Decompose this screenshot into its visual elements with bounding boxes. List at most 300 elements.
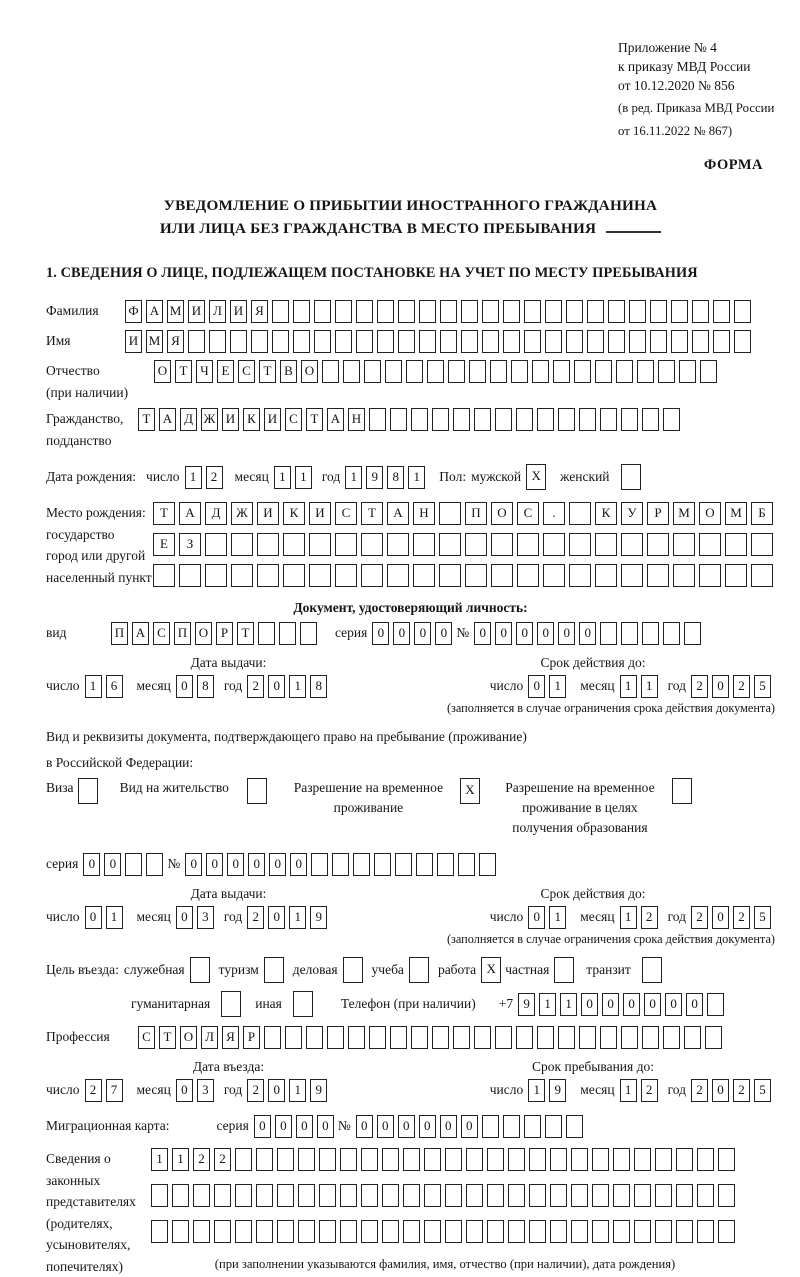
representatives-row2-cell-10[interactable] (340, 1184, 357, 1207)
surname-cell-12[interactable] (356, 300, 373, 323)
doc-type-cell-6[interactable]: Р (216, 622, 233, 645)
patronymic-cell-19[interactable] (532, 360, 549, 383)
representatives-row1-cell-10[interactable] (340, 1148, 357, 1171)
passport-valid-day-boxes[interactable] (528, 675, 570, 698)
migcard-series-cell-2[interactable]: 0 (275, 1115, 292, 1138)
sex-female-cell-1[interactable] (621, 464, 641, 490)
patronymic-cell-12[interactable] (385, 360, 402, 383)
profession-cell-16[interactable] (453, 1026, 470, 1049)
resdoc-number-cell-13[interactable] (437, 853, 454, 876)
purpose-private-cell-1[interactable] (554, 957, 574, 983)
birthplace-row1-cell-12[interactable] (439, 502, 461, 525)
entry-year-cell-1[interactable]: 2 (247, 1079, 264, 1102)
representatives-row2-cell-21[interactable] (571, 1184, 588, 1207)
birth-day-cell-2[interactable]: 2 (206, 466, 223, 489)
representatives-row2-cell-25[interactable] (655, 1184, 672, 1207)
stay-day-cell-1[interactable]: 1 (528, 1079, 545, 1102)
birth-day-boxes[interactable] (185, 466, 227, 489)
title-blank-line[interactable] (606, 231, 661, 233)
representatives-row3-cell-13[interactable] (403, 1220, 420, 1243)
representatives-row2-cell-28[interactable] (718, 1184, 735, 1207)
stay-month-cell-1[interactable]: 1 (620, 1079, 637, 1102)
birthplace-row2-cell-8[interactable] (335, 533, 357, 556)
surname-cell-7[interactable]: Я (251, 300, 268, 323)
surname-cell-29[interactable] (713, 300, 730, 323)
migcard-number-cell-2[interactable]: 0 (377, 1115, 394, 1138)
passport-valid-day-cell-1[interactable]: 0 (528, 675, 545, 698)
patronymic-cell-1[interactable]: О (154, 360, 171, 383)
birthplace-row3-cell-20[interactable] (647, 564, 669, 587)
name-cell-18[interactable] (482, 330, 499, 353)
passport-issue-year-cell-1[interactable]: 2 (247, 675, 264, 698)
patronymic-cell-9[interactable] (322, 360, 339, 383)
patronymic-cell-26[interactable] (679, 360, 696, 383)
name-cell-12[interactable] (356, 330, 373, 353)
migcard-number-cell-3[interactable]: 0 (398, 1115, 415, 1138)
profession-boxes[interactable] (138, 1026, 726, 1049)
resdoc-valid-year-cell-2[interactable]: 0 (712, 906, 729, 929)
representatives-row1-cell-4[interactable]: 2 (214, 1148, 231, 1171)
birthplace-row3-cell-1[interactable] (153, 564, 175, 587)
stay-year-cell-3[interactable]: 2 (733, 1079, 750, 1102)
doc-number-cell-4[interactable]: 0 (537, 622, 554, 645)
resdoc-number-cell-15[interactable] (479, 853, 496, 876)
representatives-row3-cell-1[interactable] (151, 1220, 168, 1243)
name-cell-11[interactable] (335, 330, 352, 353)
profession-cell-18[interactable] (495, 1026, 512, 1049)
profession-cell-25[interactable] (642, 1026, 659, 1049)
passport-valid-year-cell-3[interactable]: 2 (733, 675, 750, 698)
doc-number-cell-9[interactable] (642, 622, 659, 645)
birthplace-row2-cell-12[interactable] (439, 533, 461, 556)
birthplace-row3-cell-12[interactable] (439, 564, 461, 587)
entry-year-cell-3[interactable]: 1 (289, 1079, 306, 1102)
doc-number-boxes[interactable] (474, 622, 705, 645)
representatives-row3-cell-22[interactable] (592, 1220, 609, 1243)
representatives-row1-cell-19[interactable] (529, 1148, 546, 1171)
representatives-row2-cell-27[interactable] (697, 1184, 714, 1207)
birthplace-row1-cell-21[interactable]: М (673, 502, 695, 525)
birthplace-row1-cell-11[interactable]: Н (413, 502, 435, 525)
representatives-row3-cell-28[interactable] (718, 1220, 735, 1243)
representatives-row2-cell-17[interactable] (487, 1184, 504, 1207)
resdoc-number-cell-7[interactable] (311, 853, 328, 876)
profession-cell-15[interactable] (432, 1026, 449, 1049)
resdoc-number-cell-3[interactable]: 0 (227, 853, 244, 876)
citizenship-cell-12[interactable] (369, 408, 386, 431)
purpose-other-cell-1[interactable] (293, 991, 313, 1017)
passport-valid-month-boxes[interactable] (620, 675, 662, 698)
resdoc-series-cell-2[interactable]: 0 (104, 853, 121, 876)
doc-number-cell-1[interactable]: 0 (474, 622, 491, 645)
representatives-row1-cell-2[interactable]: 1 (172, 1148, 189, 1171)
representatives-row2-cell-7[interactable] (277, 1184, 294, 1207)
surname-boxes[interactable] (125, 300, 755, 323)
doc-series-cell-3[interactable]: 0 (414, 622, 431, 645)
purpose-business-cell-1[interactable] (343, 957, 363, 983)
birthplace-row1-cell-16[interactable]: . (543, 502, 565, 525)
profession-cell-21[interactable] (558, 1026, 575, 1049)
representatives-row3-cell-20[interactable] (550, 1220, 567, 1243)
representatives-row1-cell-20[interactable] (550, 1148, 567, 1171)
surname-cell-26[interactable] (650, 300, 667, 323)
purpose-work-cell-1[interactable]: X (481, 957, 501, 983)
profession-cell-2[interactable]: Т (159, 1026, 176, 1049)
representatives-row2-cell-20[interactable] (550, 1184, 567, 1207)
birthplace-row2-cell-14[interactable] (491, 533, 513, 556)
name-cell-27[interactable] (671, 330, 688, 353)
stay-year-cell-1[interactable]: 2 (691, 1079, 708, 1102)
profession-cell-27[interactable] (684, 1026, 701, 1049)
visa-cell-1[interactable] (78, 778, 98, 804)
name-cell-25[interactable] (629, 330, 646, 353)
birthplace-row1-cell-5[interactable]: И (257, 502, 279, 525)
citizenship-cell-26[interactable] (663, 408, 680, 431)
purpose-study-checkbox[interactable] (409, 957, 429, 983)
representatives-row3-cell-7[interactable] (277, 1220, 294, 1243)
birthplace-row1-cell-1[interactable]: Т (153, 502, 175, 525)
patronymic-cell-8[interactable]: О (301, 360, 318, 383)
name-cell-20[interactable] (524, 330, 541, 353)
representatives-row1-cell-12[interactable] (382, 1148, 399, 1171)
phone-cell-2[interactable]: 1 (539, 993, 556, 1016)
doc-type-cell-1[interactable]: П (111, 622, 128, 645)
birthplace-row3-cell-24[interactable] (751, 564, 773, 587)
migcard-number-cell-6[interactable]: 0 (461, 1115, 478, 1138)
resdoc-issue-year-cell-4[interactable]: 9 (310, 906, 327, 929)
resdoc-number-cell-11[interactable] (395, 853, 412, 876)
surname-cell-3[interactable]: М (167, 300, 184, 323)
birthplace-row1-cell-2[interactable]: А (179, 502, 201, 525)
purpose-humanitarian-checkbox[interactable] (221, 991, 241, 1017)
resdoc-number-cell-1[interactable]: 0 (185, 853, 202, 876)
phone-cell-6[interactable]: 0 (623, 993, 640, 1016)
birthplace-row1-cell-22[interactable]: О (699, 502, 721, 525)
resdoc-valid-day-cell-1[interactable]: 0 (528, 906, 545, 929)
purpose-official-checkbox[interactable] (190, 957, 210, 983)
birthplace-row1-cell-20[interactable]: Р (647, 502, 669, 525)
citizenship-cell-19[interactable] (516, 408, 533, 431)
surname-cell-4[interactable]: И (188, 300, 205, 323)
resdoc-issue-year-boxes[interactable] (247, 906, 331, 929)
citizenship-cell-25[interactable] (642, 408, 659, 431)
stay-day-boxes[interactable] (528, 1079, 570, 1102)
representatives-row3-cell-23[interactable] (613, 1220, 630, 1243)
birthplace-row1-cell-17[interactable] (569, 502, 591, 525)
profession-cell-24[interactable] (621, 1026, 638, 1049)
representatives-row1-cell-1[interactable]: 1 (151, 1148, 168, 1171)
birthplace-row1-cell-13[interactable]: П (465, 502, 487, 525)
surname-cell-21[interactable] (545, 300, 562, 323)
citizenship-cell-22[interactable] (579, 408, 596, 431)
resdoc-issue-month-cell-1[interactable]: 0 (176, 906, 193, 929)
doc-type-cell-9[interactable] (279, 622, 296, 645)
citizenship-cell-5[interactable]: И (222, 408, 239, 431)
birth-year-cell-2[interactable]: 9 (366, 466, 383, 489)
stay-year-cell-4[interactable]: 5 (754, 1079, 771, 1102)
doc-type-cell-5[interactable]: О (195, 622, 212, 645)
citizenship-cell-11[interactable]: Н (348, 408, 365, 431)
representatives-row1-cell-8[interactable] (298, 1148, 315, 1171)
passport-issue-year-cell-3[interactable]: 1 (289, 675, 306, 698)
profession-cell-14[interactable] (411, 1026, 428, 1049)
residence-permit-cell-1[interactable] (247, 778, 267, 804)
birthplace-row3-cell-6[interactable] (283, 564, 305, 587)
entry-month-cell-2[interactable]: 3 (197, 1079, 214, 1102)
birthplace-row3-cell-11[interactable] (413, 564, 435, 587)
representatives-row3-boxes[interactable] (151, 1220, 739, 1243)
resdoc-number-cell-14[interactable] (458, 853, 475, 876)
birthplace-row3-cell-2[interactable] (179, 564, 201, 587)
surname-cell-18[interactable] (482, 300, 499, 323)
resdoc-series-cell-4[interactable] (146, 853, 163, 876)
sex-male-checkbox[interactable] (526, 464, 546, 490)
representatives-row1-cell-23[interactable] (613, 1148, 630, 1171)
surname-cell-10[interactable] (314, 300, 331, 323)
name-cell-30[interactable] (734, 330, 751, 353)
doc-type-cell-10[interactable] (300, 622, 317, 645)
birthplace-row3-cell-16[interactable] (543, 564, 565, 587)
patronymic-cell-17[interactable] (490, 360, 507, 383)
citizenship-cell-1[interactable]: Т (138, 408, 155, 431)
passport-issue-year-cell-4[interactable]: 8 (310, 675, 327, 698)
resdoc-valid-month-cell-1[interactable]: 1 (620, 906, 637, 929)
representatives-row2-boxes[interactable] (151, 1184, 739, 1207)
name-cell-28[interactable] (692, 330, 709, 353)
sex-male-cell-1[interactable]: X (526, 464, 546, 490)
representatives-row2-cell-1[interactable] (151, 1184, 168, 1207)
representatives-row1-cell-16[interactable] (466, 1148, 483, 1171)
profession-cell-20[interactable] (537, 1026, 554, 1049)
profession-cell-26[interactable] (663, 1026, 680, 1049)
birthplace-row3-cell-15[interactable] (517, 564, 539, 587)
representatives-row1-cell-17[interactable] (487, 1148, 504, 1171)
citizenship-cell-23[interactable] (600, 408, 617, 431)
representatives-row1-cell-14[interactable] (424, 1148, 441, 1171)
birthplace-row2-cell-20[interactable] (647, 533, 669, 556)
migcard-series-boxes[interactable] (254, 1115, 338, 1138)
migcard-number-cell-10[interactable] (545, 1115, 562, 1138)
purpose-study-cell-1[interactable] (409, 957, 429, 983)
phone-cell-7[interactable]: 0 (644, 993, 661, 1016)
representatives-row2-cell-8[interactable] (298, 1184, 315, 1207)
resdoc-issue-year-cell-3[interactable]: 1 (289, 906, 306, 929)
representatives-row2-cell-5[interactable] (235, 1184, 252, 1207)
phone-boxes[interactable] (518, 993, 728, 1016)
resdoc-number-cell-2[interactable]: 0 (206, 853, 223, 876)
citizenship-cell-2[interactable]: А (159, 408, 176, 431)
patronymic-cell-6[interactable]: Т (259, 360, 276, 383)
resdoc-series-cell-1[interactable]: 0 (83, 853, 100, 876)
birthplace-row2-cell-6[interactable] (283, 533, 305, 556)
resdoc-valid-day-boxes[interactable] (528, 906, 570, 929)
representatives-row1-boxes[interactable] (151, 1148, 739, 1171)
resdoc-issue-year-cell-2[interactable]: 0 (268, 906, 285, 929)
passport-issue-day-cell-2[interactable]: 6 (106, 675, 123, 698)
surname-cell-22[interactable] (566, 300, 583, 323)
name-cell-16[interactable] (440, 330, 457, 353)
doc-type-cell-3[interactable]: С (153, 622, 170, 645)
migcard-number-cell-4[interactable]: 0 (419, 1115, 436, 1138)
representatives-row2-cell-23[interactable] (613, 1184, 630, 1207)
surname-cell-28[interactable] (692, 300, 709, 323)
representatives-row3-cell-17[interactable] (487, 1220, 504, 1243)
resdoc-number-cell-4[interactable]: 0 (248, 853, 265, 876)
patronymic-cell-13[interactable] (406, 360, 423, 383)
name-cell-2[interactable]: М (146, 330, 163, 353)
birthplace-row2-cell-24[interactable] (751, 533, 773, 556)
profession-cell-19[interactable] (516, 1026, 533, 1049)
phone-cell-4[interactable]: 0 (581, 993, 598, 1016)
birthplace-row3-cell-10[interactable] (387, 564, 409, 587)
migcard-series-cell-3[interactable]: 0 (296, 1115, 313, 1138)
entry-day-boxes[interactable] (85, 1079, 127, 1102)
resdoc-valid-month-boxes[interactable] (620, 906, 662, 929)
doc-type-cell-8[interactable] (258, 622, 275, 645)
passport-valid-day-cell-2[interactable]: 1 (549, 675, 566, 698)
patronymic-cell-24[interactable] (637, 360, 654, 383)
doc-series-cell-4[interactable]: 0 (435, 622, 452, 645)
representatives-row3-cell-2[interactable] (172, 1220, 189, 1243)
representatives-row2-cell-4[interactable] (214, 1184, 231, 1207)
citizenship-cell-4[interactable]: Ж (201, 408, 218, 431)
representatives-row2-cell-9[interactable] (319, 1184, 336, 1207)
purpose-tourism-checkbox[interactable] (264, 957, 284, 983)
resdoc-number-cell-8[interactable] (332, 853, 349, 876)
doc-number-cell-5[interactable]: 0 (558, 622, 575, 645)
birthplace-row3-cell-5[interactable] (257, 564, 279, 587)
representatives-row3-cell-25[interactable] (655, 1220, 672, 1243)
birthplace-row1-cell-9[interactable]: Т (361, 502, 383, 525)
representatives-row1-cell-7[interactable] (277, 1148, 294, 1171)
patronymic-cell-18[interactable] (511, 360, 528, 383)
purpose-private-checkbox[interactable] (554, 957, 574, 983)
surname-cell-19[interactable] (503, 300, 520, 323)
representatives-row3-cell-9[interactable] (319, 1220, 336, 1243)
resdoc-issue-month-cell-2[interactable]: 3 (197, 906, 214, 929)
representatives-row1-cell-27[interactable] (697, 1148, 714, 1171)
representatives-row2-cell-3[interactable] (193, 1184, 210, 1207)
profession-cell-28[interactable] (705, 1026, 722, 1049)
name-cell-13[interactable] (377, 330, 394, 353)
purpose-official-cell-1[interactable] (190, 957, 210, 983)
stay-day-cell-2[interactable]: 9 (549, 1079, 566, 1102)
name-cell-6[interactable] (230, 330, 247, 353)
birthplace-row2-cell-7[interactable] (309, 533, 331, 556)
representatives-row1-cell-15[interactable] (445, 1148, 462, 1171)
profession-cell-5[interactable]: Я (222, 1026, 239, 1049)
birthplace-row1-cell-7[interactable]: И (309, 502, 331, 525)
representatives-row3-cell-4[interactable] (214, 1220, 231, 1243)
birthplace-row1-cell-19[interactable]: У (621, 502, 643, 525)
birth-month-boxes[interactable] (274, 466, 316, 489)
birthplace-row3-cell-18[interactable] (595, 564, 617, 587)
representatives-row3-cell-19[interactable] (529, 1220, 546, 1243)
birthplace-row3-cell-4[interactable] (231, 564, 253, 587)
patronymic-cell-7[interactable]: В (280, 360, 297, 383)
phone-cell-1[interactable]: 9 (518, 993, 535, 1016)
birthplace-row3-cell-19[interactable] (621, 564, 643, 587)
doc-number-cell-7[interactable] (600, 622, 617, 645)
profession-cell-9[interactable] (306, 1026, 323, 1049)
surname-cell-15[interactable] (419, 300, 436, 323)
passport-issue-month-cell-1[interactable]: 0 (176, 675, 193, 698)
representatives-row2-cell-22[interactable] (592, 1184, 609, 1207)
representatives-row1-cell-28[interactable] (718, 1148, 735, 1171)
migcard-number-cell-1[interactable]: 0 (356, 1115, 373, 1138)
resdoc-number-cell-10[interactable] (374, 853, 391, 876)
sex-female-checkbox[interactable] (621, 464, 641, 490)
entry-day-cell-2[interactable]: 7 (106, 1079, 123, 1102)
name-cell-26[interactable] (650, 330, 667, 353)
citizenship-cell-8[interactable]: С (285, 408, 302, 431)
migcard-series-cell-1[interactable]: 0 (254, 1115, 271, 1138)
name-cell-7[interactable] (251, 330, 268, 353)
resdoc-series-cell-3[interactable] (125, 853, 142, 876)
surname-cell-6[interactable]: И (230, 300, 247, 323)
birthplace-row2-cell-22[interactable] (699, 533, 721, 556)
birthplace-row2-cell-18[interactable] (595, 533, 617, 556)
citizenship-cell-21[interactable] (558, 408, 575, 431)
surname-cell-13[interactable] (377, 300, 394, 323)
representatives-row3-cell-21[interactable] (571, 1220, 588, 1243)
representatives-row2-cell-24[interactable] (634, 1184, 651, 1207)
passport-valid-year-cell-2[interactable]: 0 (712, 675, 729, 698)
passport-issue-day-cell-1[interactable]: 1 (85, 675, 102, 698)
birthplace-row3-cell-14[interactable] (491, 564, 513, 587)
representatives-row1-cell-26[interactable] (676, 1148, 693, 1171)
birthplace-row2-cell-9[interactable] (361, 533, 383, 556)
migcard-number-cell-11[interactable] (566, 1115, 583, 1138)
birthplace-row2-cell-1[interactable]: Е (153, 533, 175, 556)
profession-cell-6[interactable]: Р (243, 1026, 260, 1049)
name-cell-9[interactable] (293, 330, 310, 353)
stay-month-cell-2[interactable]: 2 (641, 1079, 658, 1102)
resdoc-number-cell-12[interactable] (416, 853, 433, 876)
purpose-business-checkbox[interactable] (343, 957, 363, 983)
resdoc-issue-year-cell-1[interactable]: 2 (247, 906, 264, 929)
purpose-other-checkbox[interactable] (293, 991, 313, 1017)
birthplace-row3-cell-22[interactable] (699, 564, 721, 587)
birthplace-row1-cell-14[interactable]: О (491, 502, 513, 525)
entry-month-boxes[interactable] (176, 1079, 218, 1102)
patronymic-cell-20[interactable] (553, 360, 570, 383)
profession-cell-10[interactable] (327, 1026, 344, 1049)
birthplace-row3-cell-21[interactable] (673, 564, 695, 587)
surname-cell-30[interactable] (734, 300, 751, 323)
patronymic-cell-25[interactable] (658, 360, 675, 383)
phone-cell-5[interactable]: 0 (602, 993, 619, 1016)
name-cell-14[interactable] (398, 330, 415, 353)
representatives-row1-cell-6[interactable] (256, 1148, 273, 1171)
visa-checkbox[interactable] (78, 778, 98, 804)
surname-cell-23[interactable] (587, 300, 604, 323)
representatives-row3-cell-15[interactable] (445, 1220, 462, 1243)
residence-permit-checkbox[interactable] (247, 778, 267, 804)
migcard-number-cell-8[interactable] (503, 1115, 520, 1138)
doc-type-cell-4[interactable]: П (174, 622, 191, 645)
representatives-row1-cell-25[interactable] (655, 1148, 672, 1171)
passport-issue-month-cell-2[interactable]: 8 (197, 675, 214, 698)
surname-cell-11[interactable] (335, 300, 352, 323)
citizenship-cell-15[interactable] (432, 408, 449, 431)
patronymic-boxes[interactable] (154, 360, 721, 383)
representatives-row3-cell-18[interactable] (508, 1220, 525, 1243)
surname-cell-8[interactable] (272, 300, 289, 323)
migcard-number-cell-7[interactable] (482, 1115, 499, 1138)
birthplace-row1-cell-18[interactable]: К (595, 502, 617, 525)
name-cell-21[interactable] (545, 330, 562, 353)
